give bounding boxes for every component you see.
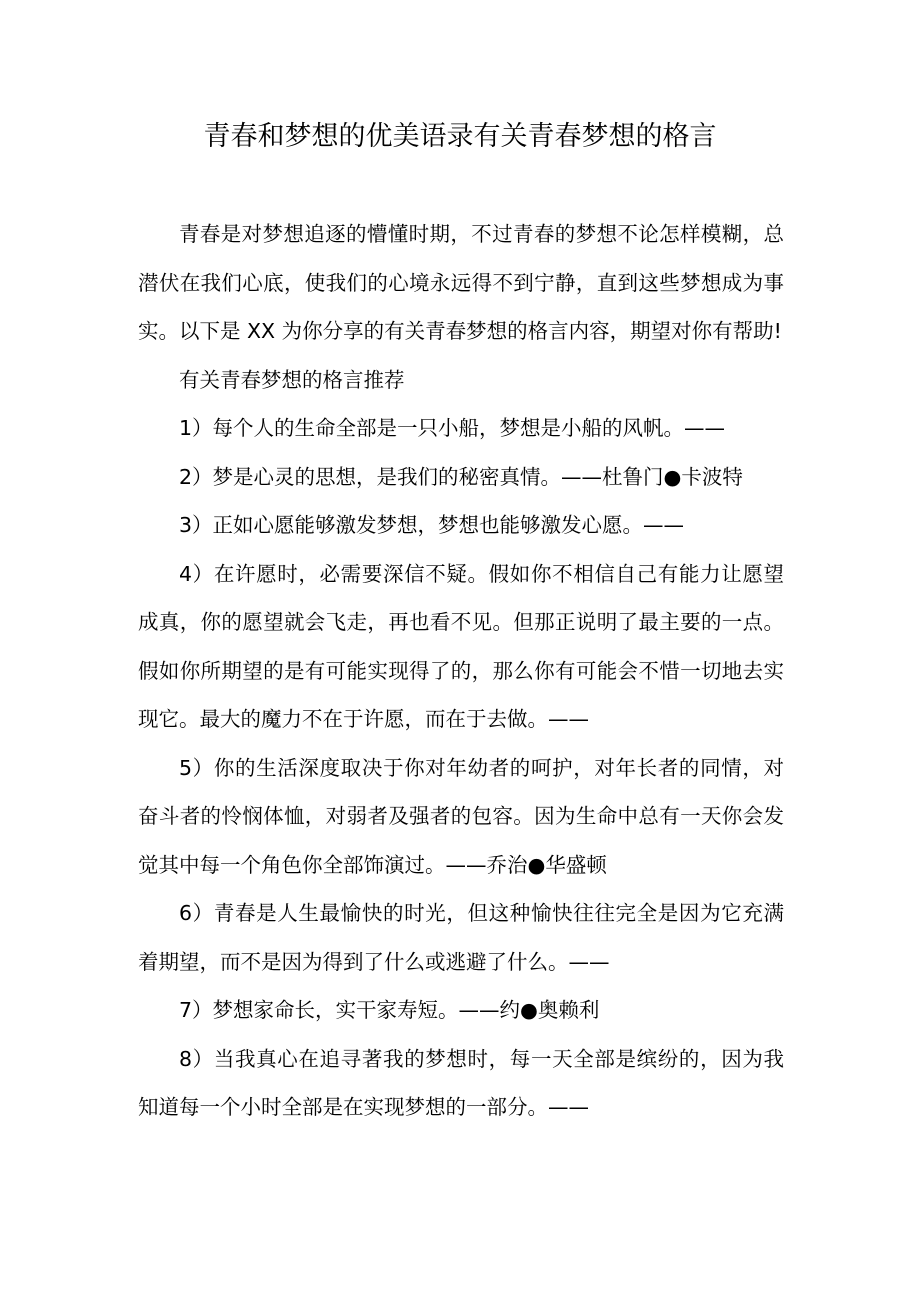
quote-item: 8）当我真心在追寻著我的梦想时，每一天全部是缤纷的，因为我知道每一个小时全部是在实现梦想的一部分。—— <box>138 1046 784 1119</box>
intro-paragraph: 青春是对梦想追逐的懵懂时期，不过青春的梦想不论怎样模糊，总潜伏在我们心底，使我们的心境永远得不到宁静，直到这些梦想成为事实。以下是 XX 为你分享的有关青春梦想的格言内容，期望对你有帮助! <box>138 222 784 343</box>
quote-item: 6）青春是人生最愉快的时光，但这种愉快往往完全是因为它充满着期望，而不是因为得到了什么或逃避了什么。—— <box>138 901 784 974</box>
quote-item: 7）梦想家命长，实干家寿短。——约●奥赖利 <box>179 998 600 1022</box>
quote-item: 2）梦是心灵的思想，是我们的秘密真情。——杜鲁门●卡波特 <box>179 464 743 489</box>
quote-item: 3）正如心愿能够激发梦想，梦想也能够激发心愿。—— <box>179 513 685 537</box>
document-body <box>138 210 784 1132</box>
section-heading: 有关青春梦想的格言推荐 <box>179 367 405 392</box>
quote-item: 4）在许愿时，必需要深信不疑。假如你不相信自己有能力让愿望成真，你的愿望就会飞走，再也看不见。但那正说明了最主要的一点。假如你所期望的是有可能实现得了的，那么你有可能会不惜一切地去实现它。最大的魔力不在于许愿，而在于去做。—— <box>138 561 784 731</box>
document-title: 青春和梦想的优美语录有关青春梦想的格言 <box>203 121 717 152</box>
quote-item: 5）你的生活深度取决于你对年幼者的呵护，对年长者的同情，对奋斗者的怜悯体恤，对弱者及强者的包容。因为生命中总有一天你会发觉其中每一个角色你全部饰演过。——乔治●华盛顿 <box>138 755 784 877</box>
quote-item: 1）每个人的生命全部是一只小船，梦想是小船的风帆。—— <box>179 416 726 440</box>
